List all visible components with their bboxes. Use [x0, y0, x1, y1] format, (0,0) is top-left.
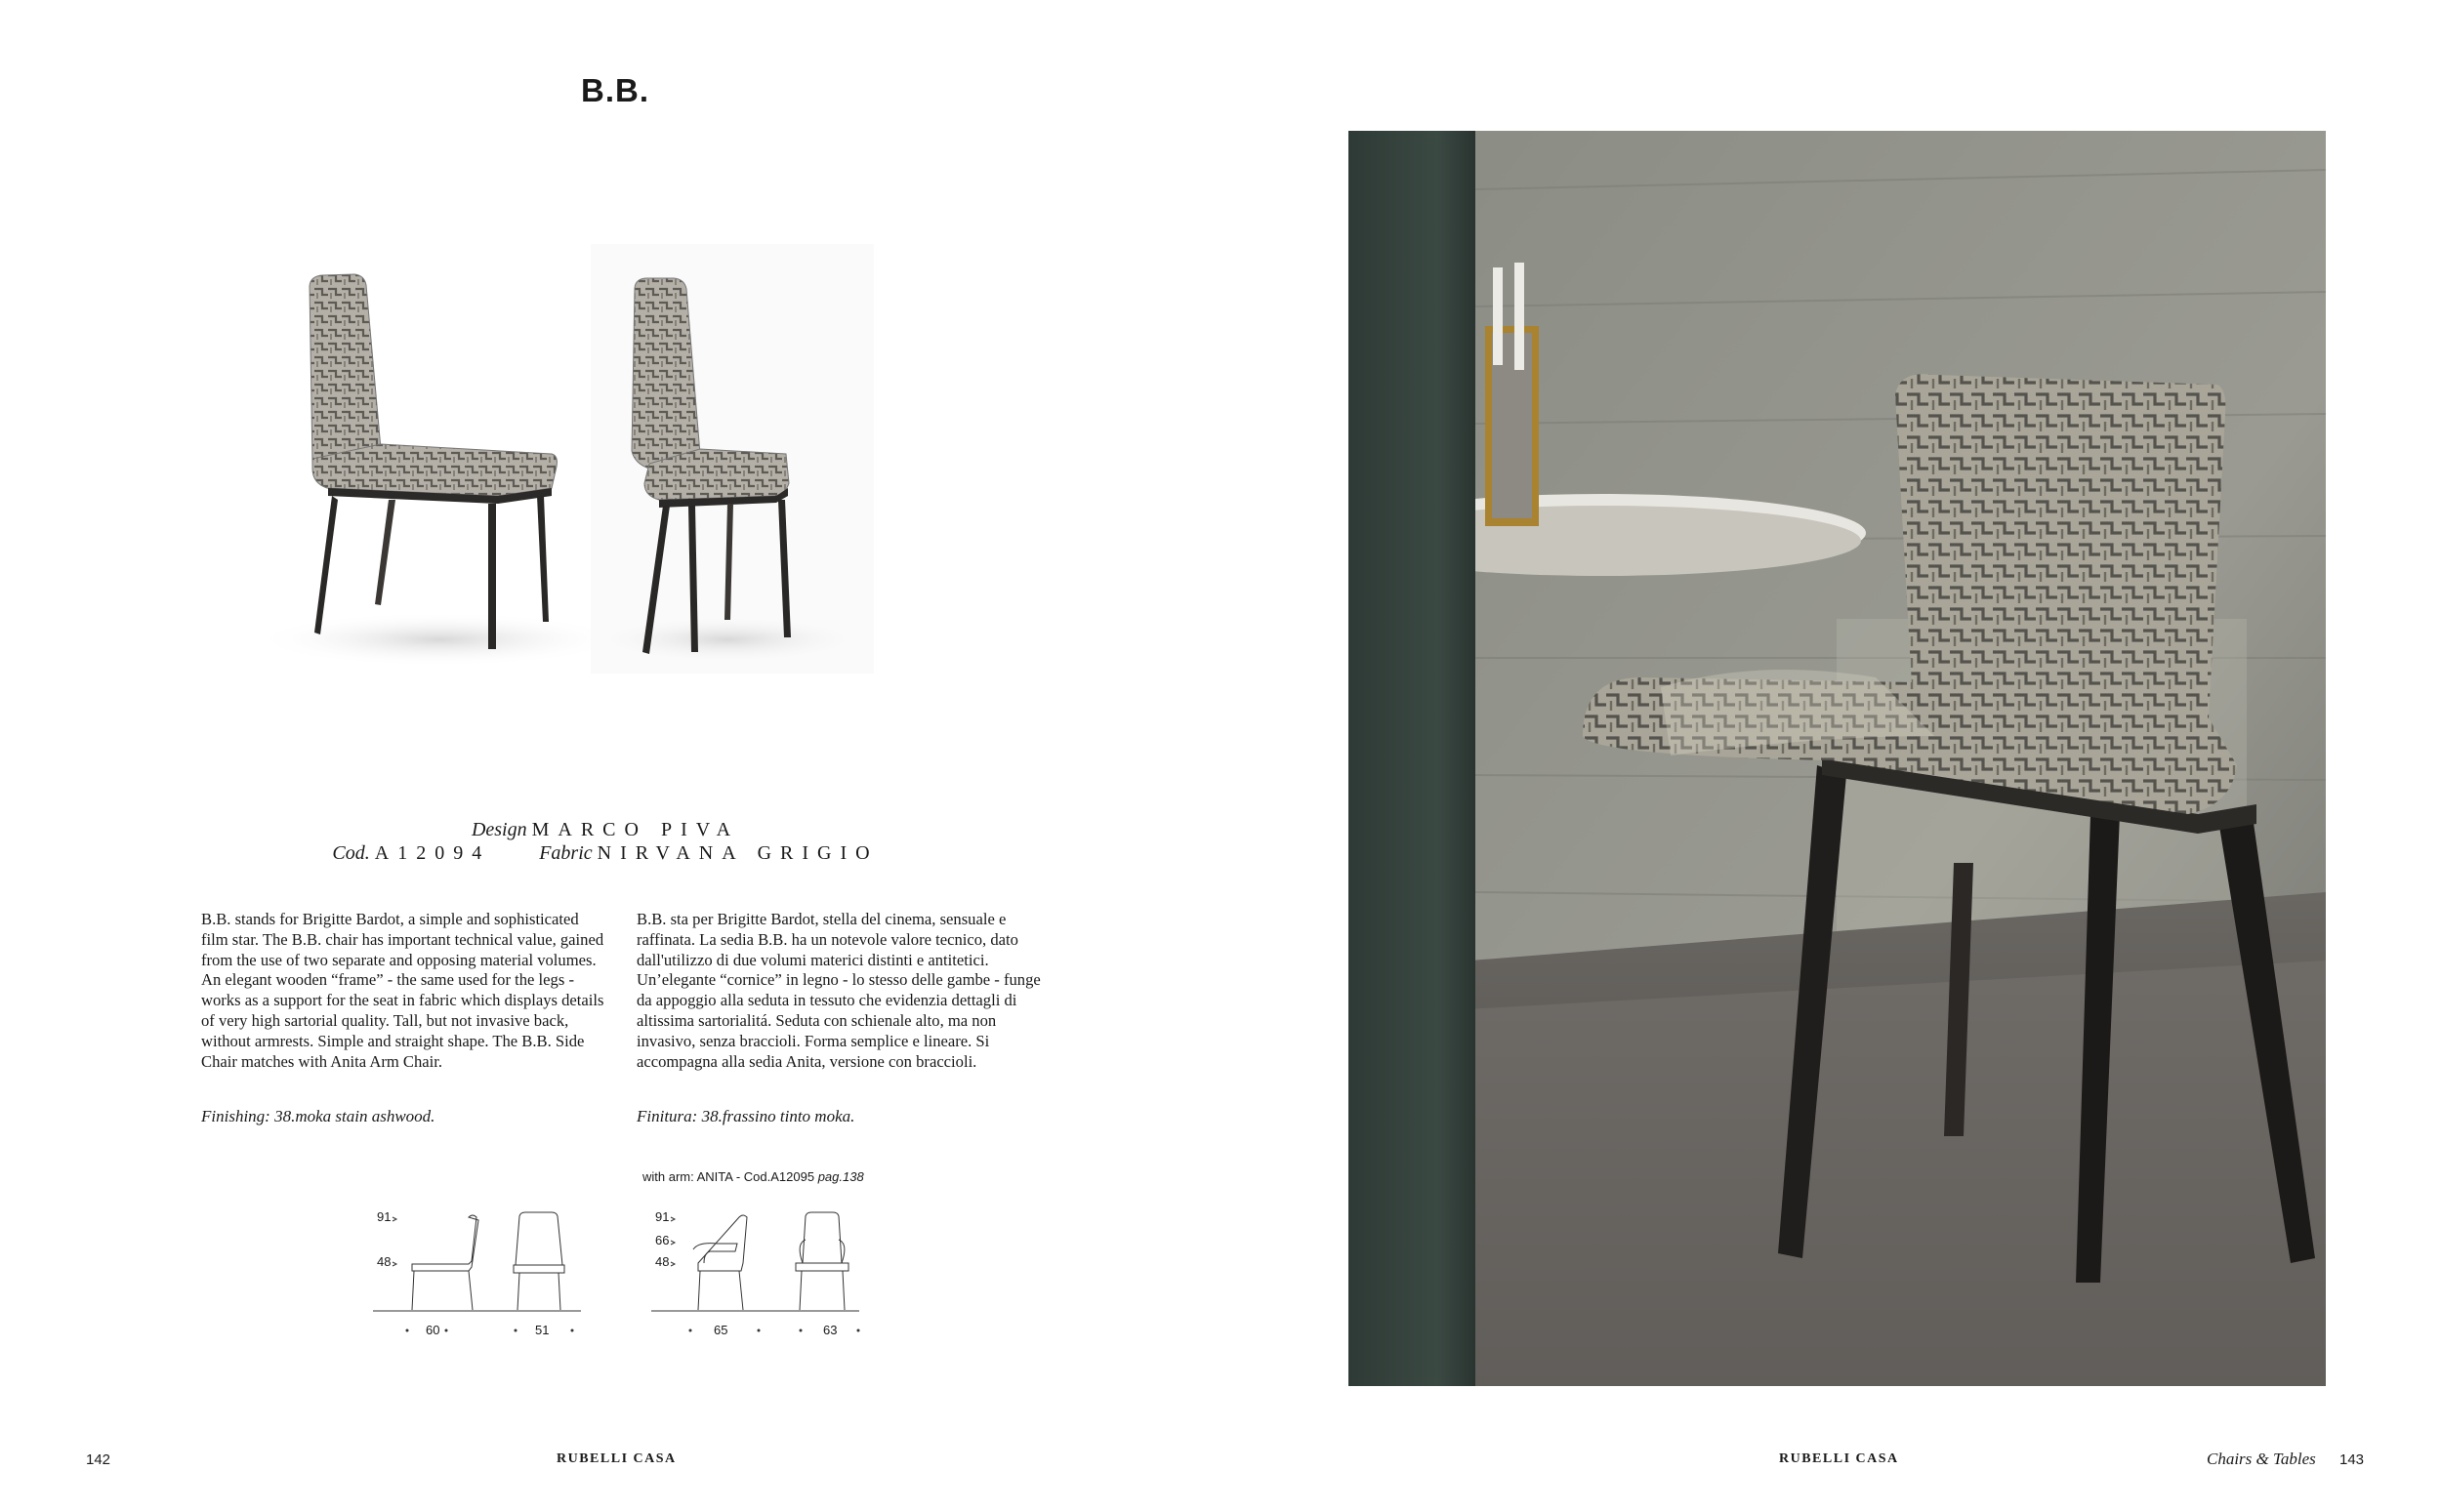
- designer-name: MARCO PIVA: [531, 819, 740, 840]
- left-page-number: 142: [86, 1451, 111, 1468]
- arm-seat-height-label: 48: [655, 1254, 670, 1269]
- height-total-label: 91: [377, 1209, 392, 1224]
- anita-text: with arm: ANITA - Cod.A12095: [642, 1169, 815, 1184]
- anita-reference: [642, 1169, 864, 1184]
- product-images: [205, 244, 1084, 683]
- left-brand: RUBELLI CASA: [557, 1451, 677, 1466]
- fabric-name: NIRVANA GRIGIO: [597, 842, 879, 864]
- description-english: B.B. stands for Brigitte Bardot, a simple and sophisticated film star. The B.B. chair has important technical value, gained from the use of two separate and opposing material volumes. An elegant wooden “frame” - the same used for the legs - works as a support for the seat in fabric which displays details of very high sartorial quality. Tall, but not invasive back, without armrests. Simple and straight shape. The B.B. Side Chair matches with Anita Arm Chair.: [201, 910, 604, 1071]
- finishing-italian: Finitura: 38.frassino tinto moka.: [637, 1107, 855, 1125]
- arm-side-width-label: 65: [714, 1323, 728, 1337]
- description-italian: B.B. sta per Brigitte Bardot, stella del cinema, sensuale e raffinata. La sedia B.B. ha un notevole valore tecnico, dato dall'utilizzo di due volumi materici distinti e antitetici. Un’elegante “cornice” in legno - lo stesso delle gambe - funge da appoggio alla seduta in tessuto che evidenzia dettagli di altissima sartorialitá. Seduta con schienale alto, ma non invasivo, senza braccioli. Forma semplice e lineare. Si accompagna alla sedia Anita, versione con braccioli.: [637, 910, 1041, 1071]
- arm-height-label: 66: [655, 1233, 670, 1247]
- chair-front-view: [254, 274, 625, 667]
- chair-back-view: [581, 244, 874, 674]
- lifestyle-photo: [1348, 131, 2326, 1386]
- product-code: A12094: [374, 842, 491, 864]
- arm-height-total-label: 91: [655, 1209, 670, 1224]
- arm-chair-drawing: [649, 1201, 884, 1347]
- side-width-label: 60: [426, 1323, 440, 1337]
- design-label: Design: [471, 819, 527, 840]
- anita-page-ref: pag.138: [817, 1169, 864, 1184]
- product-credits: [195, 818, 1015, 865]
- designer-line: [195, 818, 1015, 841]
- finishing-english: Finishing: 38.moka stain ashwood.: [201, 1107, 435, 1125]
- code-fabric-line: [195, 841, 1015, 865]
- code-label: Cod.: [332, 842, 370, 864]
- right-page-number: 143: [2339, 1451, 2365, 1468]
- fabric-label: Fabric: [539, 842, 593, 864]
- front-width-label: 51: [535, 1323, 550, 1337]
- arm-front-width-label: 63: [823, 1323, 838, 1337]
- arm-chair-dimensions: [649, 1201, 884, 1347]
- section-name: Chairs & Tables: [2207, 1450, 2316, 1468]
- right-brand: RUBELLI CASA: [1779, 1451, 1899, 1466]
- side-chair-drawing: [371, 1201, 605, 1347]
- side-chair-dimensions: [371, 1201, 605, 1347]
- page-title: B.B.: [581, 72, 649, 108]
- seat-height-label: 48: [377, 1254, 392, 1269]
